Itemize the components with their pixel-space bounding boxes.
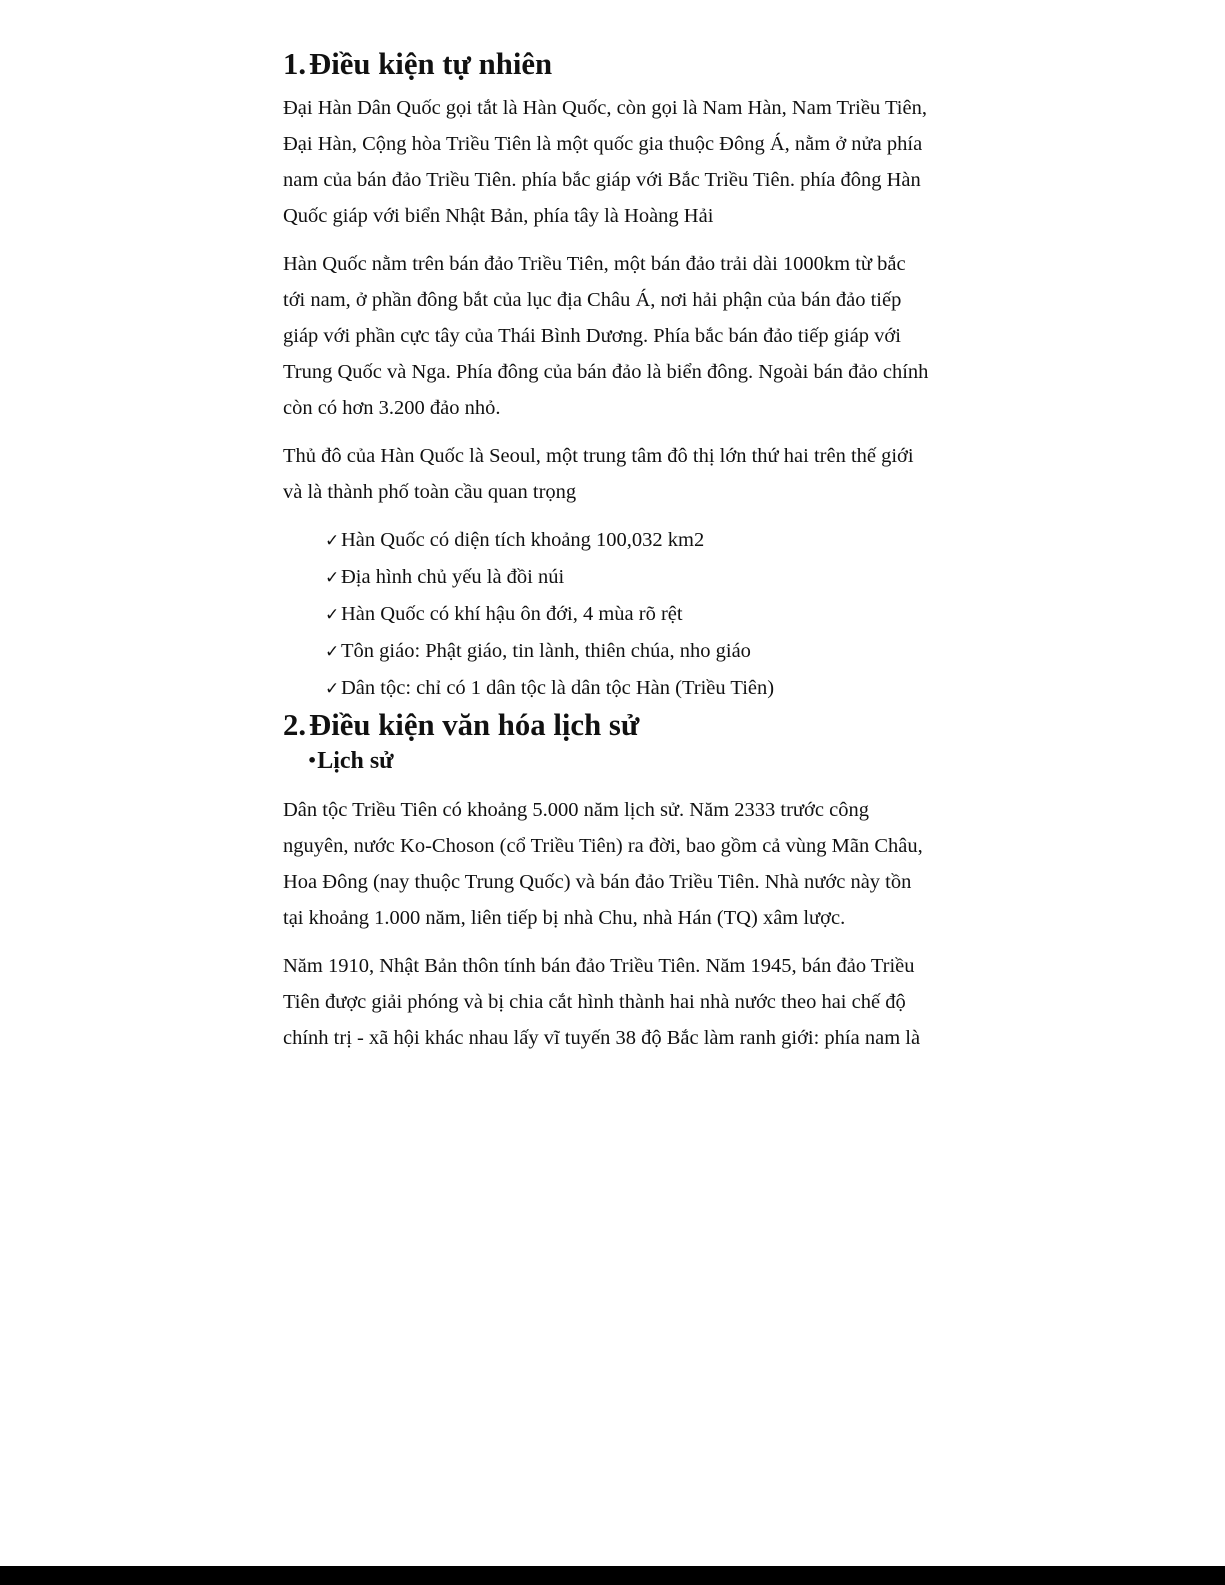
- checklist-item: [325, 633, 963, 670]
- paragraph-5: [283, 948, 963, 1056]
- paragraph-line: Tiên được giải phóng và bị chia cắt hình thành hai nhà nước theo hai chế độ: [283, 991, 906, 1013]
- paragraph-line: còn có hơn 3.200 đảo nhỏ.: [283, 397, 501, 419]
- bullet-icon: •: [307, 751, 318, 770]
- paragraph-line: tại khoảng 1.000 năm, liên tiếp bị nhà Chu, nhà Hán (TQ) xâm lược.: [283, 907, 846, 929]
- checklist-item: [325, 670, 963, 707]
- paragraph-line: và là thành phố toàn cầu quan trọng: [283, 481, 577, 503]
- checklist-item-text: Dân tộc: chỉ có 1 dân tộc là dân tộc Hàn (Triều Tiên): [341, 677, 775, 699]
- paragraph-1: [283, 90, 963, 234]
- paragraph-line: Quốc giáp với biển Nhật Bản, phía tây là Hoàng Hải: [283, 205, 714, 227]
- checklist-item: [325, 559, 963, 596]
- subheading-text: Lịch sử: [317, 748, 394, 774]
- checklist-item-text: Tôn giáo: Phật giáo, tin lành, thiên chúa, nho giáo: [341, 640, 751, 662]
- paragraph-line: nam của bán đảo Triều Tiên. phía bắc giáp với Bắc Triều Tiên. phía đông Hàn: [283, 169, 921, 191]
- checklist-item: [325, 596, 963, 633]
- paragraph-line: Dân tộc Triều Tiên có khoảng 5.000 năm lịch sử. Năm 2333 trước công: [283, 799, 869, 821]
- checklist-item: [325, 522, 963, 559]
- checklist-item-text: Địa hình chủ yếu là đồi núi: [341, 566, 565, 588]
- paragraph-line: Thủ đô của Hàn Quốc là Seoul, một trung tâm đô thị lớn thứ hai trên thế giới: [283, 445, 914, 467]
- paragraph-line: tới nam, ở phần đông bắt của lục địa Châu Á, nơi hải phận của bán đảo tiếp: [283, 289, 902, 311]
- document-body: [283, 49, 963, 1056]
- checklist-item-text: Hàn Quốc có diện tích khoảng 100,032 km2: [341, 529, 705, 551]
- page-bottom-border: [0, 1566, 1225, 1585]
- paragraph-line: Đại Hàn Dân Quốc gọi tắt là Hàn Quốc, còn gọi là Nam Hàn, Nam Triều Tiên,: [283, 97, 927, 119]
- paragraph-line: chính trị - xã hội khác nhau lấy vĩ tuyến 38 độ Bắc làm ranh giới: phía nam là: [283, 1027, 921, 1049]
- paragraph-line: Đại Hàn, Cộng hòa Triều Tiên là một quốc gia thuộc Đông Á, nằm ở nửa phía: [283, 133, 923, 155]
- paragraph-line: nguyên, nước Ko-Choson (cổ Triều Tiên) ra đời, bao gồm cả vùng Mãn Châu,: [283, 835, 923, 857]
- section-2-number: 2.: [283, 708, 307, 742]
- paragraph-line: Năm 1910, Nhật Bản thôn tính bán đảo Triều Tiên. Năm 1945, bán đảo Triều: [283, 955, 915, 977]
- paragraph-line: giáp với phần cực tây của Thái Bình Dương. Phía bắc bán đảo tiếp giáp với: [283, 325, 901, 347]
- paragraph-3: [283, 438, 963, 510]
- checkmark-icon: ✓: [325, 531, 340, 551]
- subheading-lich-su: [283, 743, 963, 781]
- paragraph-line: Trung Quốc và Nga. Phía đông của bán đảo là biển đông. Ngoài bán đảo chính: [283, 361, 929, 383]
- section-1-title: Điều kiện tự nhiên: [309, 47, 553, 81]
- section-1-heading: [283, 49, 963, 79]
- paragraph-line: Hàn Quốc nằm trên bán đảo Triều Tiên, một bán đảo trải dài 1000km từ bắc: [283, 253, 906, 275]
- checkmark-icon: ✓: [325, 568, 340, 588]
- checkmark-icon: ✓: [325, 642, 340, 662]
- checkmark-icon: ✓: [325, 679, 340, 699]
- checkmark-icon: ✓: [325, 605, 340, 625]
- paragraph-4: [283, 792, 963, 936]
- paragraph-line: Hoa Đông (nay thuộc Trung Quốc) và bán đảo Triều Tiên. Nhà nước này tồn: [283, 871, 912, 893]
- section-2-heading: [283, 707, 963, 743]
- section-2-title: Điều kiện văn hóa lịch sử: [309, 708, 640, 742]
- paragraph-2: [283, 246, 963, 426]
- facts-checklist: [283, 522, 963, 707]
- section-1-number: 1.: [283, 47, 307, 81]
- checklist-item-text: Hàn Quốc có khí hậu ôn đới, 4 mùa rõ rệt: [341, 603, 683, 625]
